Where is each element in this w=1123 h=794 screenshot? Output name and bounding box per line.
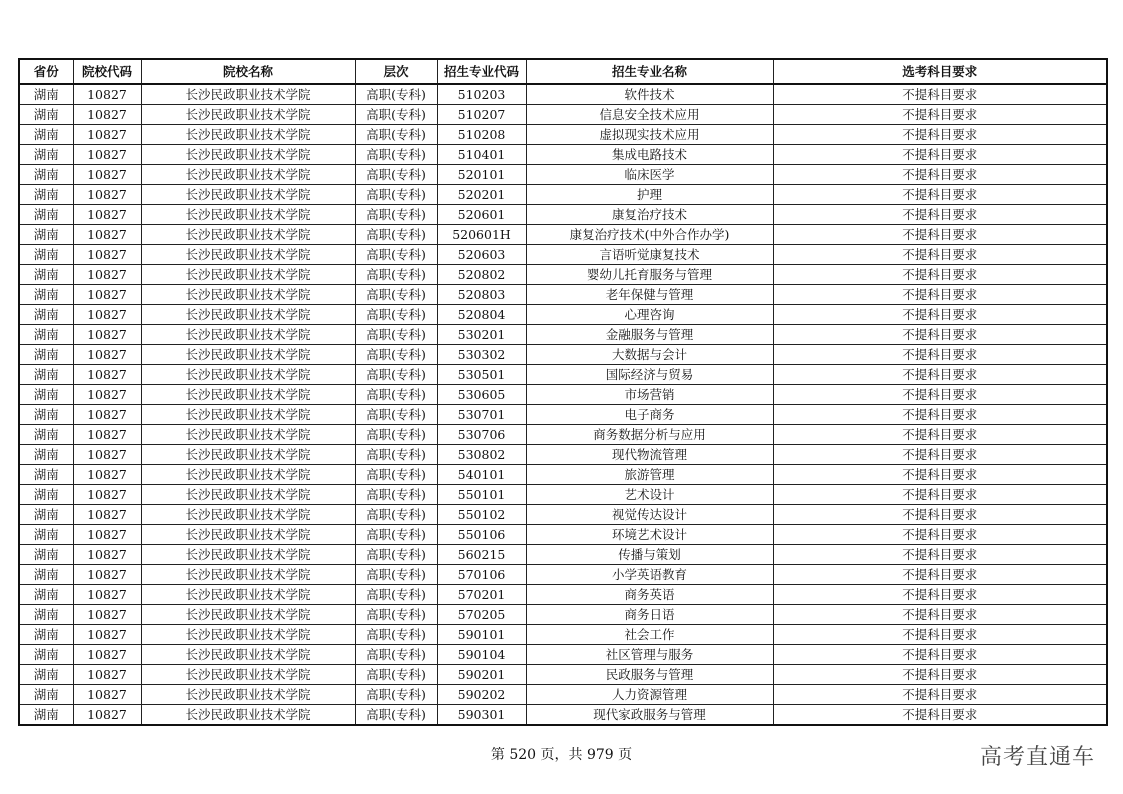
cell-subject-requirement: 不提科目要求 xyxy=(773,525,1107,545)
cell-school-name: 长沙民政职业技术学院 xyxy=(141,105,355,125)
cell-major-name: 人力资源管理 xyxy=(526,685,773,705)
cell-province: 湖南 xyxy=(19,605,73,625)
cell-level: 高职(专科) xyxy=(355,185,437,205)
cell-school-code: 10827 xyxy=(73,465,141,485)
cell-level: 高职(专科) xyxy=(355,605,437,625)
cell-subject-requirement: 不提科目要求 xyxy=(773,505,1107,525)
cell-major-code: 590101 xyxy=(437,625,526,645)
cell-school-name: 长沙民政职业技术学院 xyxy=(141,585,355,605)
cell-school-code: 10827 xyxy=(73,485,141,505)
cell-subject-requirement: 不提科目要求 xyxy=(773,225,1107,245)
cell-province: 湖南 xyxy=(19,625,73,645)
table-row xyxy=(19,485,1107,505)
page-number: 第 520 页，共 979 页 xyxy=(490,747,633,763)
cell-major-code: 590201 xyxy=(437,665,526,685)
cell-major-code: 510203 xyxy=(437,84,526,105)
cell-school-code: 10827 xyxy=(73,345,141,365)
cell-major-name: 社区管理与服务 xyxy=(526,645,773,665)
cell-major-name: 集成电路技术 xyxy=(526,145,773,165)
table-row xyxy=(19,105,1107,125)
cell-level: 高职(专科) xyxy=(355,125,437,145)
cell-major-code: 530706 xyxy=(437,425,526,445)
table-row xyxy=(19,265,1107,285)
cell-province: 湖南 xyxy=(19,585,73,605)
cell-province: 湖南 xyxy=(19,365,73,385)
cell-major-code: 540101 xyxy=(437,465,526,485)
cell-province: 湖南 xyxy=(19,245,73,265)
cell-school-name: 长沙民政职业技术学院 xyxy=(141,225,355,245)
cell-school-name: 长沙民政职业技术学院 xyxy=(141,165,355,185)
cell-school-code: 10827 xyxy=(73,285,141,305)
table-row xyxy=(19,465,1107,485)
table-row xyxy=(19,705,1107,726)
table-row xyxy=(19,84,1107,105)
table-row xyxy=(19,445,1107,465)
cell-major-code: 530201 xyxy=(437,325,526,345)
cell-subject-requirement: 不提科目要求 xyxy=(773,585,1107,605)
cell-province: 湖南 xyxy=(19,84,73,105)
admissions-table xyxy=(18,58,1108,726)
cell-major-name: 康复治疗技术(中外合作办学) xyxy=(526,225,773,245)
cell-province: 湖南 xyxy=(19,185,73,205)
cell-school-name: 长沙民政职业技术学院 xyxy=(141,345,355,365)
cell-school-code: 10827 xyxy=(73,705,141,726)
cell-level: 高职(专科) xyxy=(355,405,437,425)
cell-level: 高职(专科) xyxy=(355,705,437,726)
cell-major-code: 550106 xyxy=(437,525,526,545)
cell-subject-requirement: 不提科目要求 xyxy=(773,245,1107,265)
cell-school-name: 长沙民政职业技术学院 xyxy=(141,285,355,305)
cell-school-code: 10827 xyxy=(73,145,141,165)
cell-major-code: 530605 xyxy=(437,385,526,405)
header-level: 层次 xyxy=(355,59,437,84)
cell-school-code: 10827 xyxy=(73,585,141,605)
cell-level: 高职(专科) xyxy=(355,505,437,525)
header-subject-requirement: 选考科目要求 xyxy=(773,59,1107,84)
cell-school-code: 10827 xyxy=(73,165,141,185)
header-major-name: 招生专业名称 xyxy=(526,59,773,84)
table-row xyxy=(19,185,1107,205)
cell-major-code: 520804 xyxy=(437,305,526,325)
cell-major-code: 590202 xyxy=(437,685,526,705)
cell-major-name: 现代家政服务与管理 xyxy=(526,705,773,726)
cell-major-code: 590301 xyxy=(437,705,526,726)
cell-province: 湖南 xyxy=(19,425,73,445)
cell-province: 湖南 xyxy=(19,345,73,365)
table-row xyxy=(19,205,1107,225)
cell-major-name: 临床医学 xyxy=(526,165,773,185)
cell-subject-requirement: 不提科目要求 xyxy=(773,685,1107,705)
cell-subject-requirement: 不提科目要求 xyxy=(773,205,1107,225)
cell-major-name: 护理 xyxy=(526,185,773,205)
cell-major-code: 590104 xyxy=(437,645,526,665)
cell-level: 高职(专科) xyxy=(355,485,437,505)
cell-major-name: 软件技术 xyxy=(526,84,773,105)
cell-school-name: 长沙民政职业技术学院 xyxy=(141,305,355,325)
cell-subject-requirement: 不提科目要求 xyxy=(773,365,1107,385)
cell-major-code: 530802 xyxy=(437,445,526,465)
cell-school-code: 10827 xyxy=(73,325,141,345)
cell-school-name: 长沙民政职业技术学院 xyxy=(141,145,355,165)
cell-level: 高职(专科) xyxy=(355,545,437,565)
cell-subject-requirement: 不提科目要求 xyxy=(773,265,1107,285)
cell-subject-requirement: 不提科目要求 xyxy=(773,625,1107,645)
cell-level: 高职(专科) xyxy=(355,465,437,485)
cell-major-code: 530302 xyxy=(437,345,526,365)
cell-school-name: 长沙民政职业技术学院 xyxy=(141,185,355,205)
table-row xyxy=(19,585,1107,605)
cell-province: 湖南 xyxy=(19,305,73,325)
cell-subject-requirement: 不提科目要求 xyxy=(773,465,1107,485)
cell-subject-requirement: 不提科目要求 xyxy=(773,605,1107,625)
table-row xyxy=(19,325,1107,345)
cell-school-name: 长沙民政职业技术学院 xyxy=(141,425,355,445)
table-row xyxy=(19,405,1107,425)
cell-school-code: 10827 xyxy=(73,605,141,625)
cell-school-name: 长沙民政职业技术学院 xyxy=(141,665,355,685)
cell-school-code: 10827 xyxy=(73,425,141,445)
cell-major-name: 老年保健与管理 xyxy=(526,285,773,305)
cell-school-name: 长沙民政职业技术学院 xyxy=(141,445,355,465)
cell-subject-requirement: 不提科目要求 xyxy=(773,125,1107,145)
cell-subject-requirement: 不提科目要求 xyxy=(773,705,1107,726)
cell-province: 湖南 xyxy=(19,225,73,245)
cell-major-name: 旅游管理 xyxy=(526,465,773,485)
cell-major-name: 民政服务与管理 xyxy=(526,665,773,685)
cell-school-code: 10827 xyxy=(73,625,141,645)
cell-school-code: 10827 xyxy=(73,205,141,225)
cell-level: 高职(专科) xyxy=(355,325,437,345)
cell-school-name: 长沙民政职业技术学院 xyxy=(141,125,355,145)
cell-major-name: 婴幼儿托育服务与管理 xyxy=(526,265,773,285)
cell-major-name: 环境艺术设计 xyxy=(526,525,773,545)
cell-school-name: 长沙民政职业技术学院 xyxy=(141,625,355,645)
cell-major-code: 520201 xyxy=(437,185,526,205)
cell-subject-requirement: 不提科目要求 xyxy=(773,145,1107,165)
cell-major-name: 视觉传达设计 xyxy=(526,505,773,525)
cell-major-code: 570201 xyxy=(437,585,526,605)
cell-school-code: 10827 xyxy=(73,225,141,245)
cell-school-code: 10827 xyxy=(73,505,141,525)
cell-level: 高职(专科) xyxy=(355,385,437,405)
cell-school-code: 10827 xyxy=(73,185,141,205)
cell-school-name: 长沙民政职业技术学院 xyxy=(141,205,355,225)
cell-level: 高职(专科) xyxy=(355,585,437,605)
cell-major-name: 心理咨询 xyxy=(526,305,773,325)
cell-subject-requirement: 不提科目要求 xyxy=(773,485,1107,505)
cell-level: 高职(专科) xyxy=(355,425,437,445)
table-row xyxy=(19,145,1107,165)
cell-school-name: 长沙民政职业技术学院 xyxy=(141,385,355,405)
cell-province: 湖南 xyxy=(19,705,73,726)
cell-level: 高职(专科) xyxy=(355,105,437,125)
cell-major-code: 530501 xyxy=(437,365,526,385)
cell-major-name: 现代物流管理 xyxy=(526,445,773,465)
cell-level: 高职(专科) xyxy=(355,145,437,165)
cell-level: 高职(专科) xyxy=(355,685,437,705)
cell-school-code: 10827 xyxy=(73,105,141,125)
cell-major-code: 520802 xyxy=(437,265,526,285)
cell-province: 湖南 xyxy=(19,445,73,465)
cell-level: 高职(专科) xyxy=(355,245,437,265)
cell-major-name: 小学英语教育 xyxy=(526,565,773,585)
cell-subject-requirement: 不提科目要求 xyxy=(773,645,1107,665)
table-row xyxy=(19,525,1107,545)
cell-subject-requirement: 不提科目要求 xyxy=(773,165,1107,185)
cell-school-name: 长沙民政职业技术学院 xyxy=(141,565,355,585)
header-row xyxy=(19,59,1107,84)
cell-level: 高职(专科) xyxy=(355,84,437,105)
cell-school-code: 10827 xyxy=(73,645,141,665)
cell-school-name: 长沙民政职业技术学院 xyxy=(141,365,355,385)
cell-school-code: 10827 xyxy=(73,445,141,465)
cell-subject-requirement: 不提科目要求 xyxy=(773,285,1107,305)
cell-school-code: 10827 xyxy=(73,365,141,385)
cell-province: 湖南 xyxy=(19,385,73,405)
cell-school-code: 10827 xyxy=(73,405,141,425)
cell-school-code: 10827 xyxy=(73,565,141,585)
cell-school-code: 10827 xyxy=(73,265,141,285)
cell-major-code: 510401 xyxy=(437,145,526,165)
cell-province: 湖南 xyxy=(19,505,73,525)
cell-province: 湖南 xyxy=(19,525,73,545)
watermark-logo: 高考直通车 xyxy=(979,745,1095,770)
cell-school-code: 10827 xyxy=(73,685,141,705)
cell-level: 高职(专科) xyxy=(355,225,437,245)
table-row xyxy=(19,245,1107,265)
cell-province: 湖南 xyxy=(19,285,73,305)
table-row xyxy=(19,545,1107,565)
cell-school-name: 长沙民政职业技术学院 xyxy=(141,605,355,625)
table-row xyxy=(19,565,1107,585)
cell-major-name: 电子商务 xyxy=(526,405,773,425)
cell-province: 湖南 xyxy=(19,205,73,225)
table-header xyxy=(19,59,1107,84)
cell-level: 高职(专科) xyxy=(355,445,437,465)
cell-major-code: 560215 xyxy=(437,545,526,565)
cell-level: 高职(专科) xyxy=(355,305,437,325)
cell-major-name: 虚拟现实技术应用 xyxy=(526,125,773,145)
cell-level: 高职(专科) xyxy=(355,165,437,185)
cell-school-name: 长沙民政职业技术学院 xyxy=(141,525,355,545)
cell-province: 湖南 xyxy=(19,165,73,185)
cell-major-name: 大数据与会计 xyxy=(526,345,773,365)
cell-major-code: 550101 xyxy=(437,485,526,505)
cell-province: 湖南 xyxy=(19,465,73,485)
cell-major-name: 商务英语 xyxy=(526,585,773,605)
cell-school-code: 10827 xyxy=(73,125,141,145)
cell-school-name: 长沙民政职业技术学院 xyxy=(141,505,355,525)
cell-major-name: 市场营销 xyxy=(526,385,773,405)
cell-subject-requirement: 不提科目要求 xyxy=(773,545,1107,565)
cell-major-name: 社会工作 xyxy=(526,625,773,645)
table-row xyxy=(19,425,1107,445)
cell-school-name: 长沙民政职业技术学院 xyxy=(141,245,355,265)
table-row xyxy=(19,225,1107,245)
cell-major-code: 530701 xyxy=(437,405,526,425)
table-row xyxy=(19,305,1107,325)
table-row xyxy=(19,345,1107,365)
cell-major-code: 520601 xyxy=(437,205,526,225)
cell-school-name: 长沙民政职业技术学院 xyxy=(141,545,355,565)
cell-level: 高职(专科) xyxy=(355,365,437,385)
cell-school-code: 10827 xyxy=(73,385,141,405)
cell-subject-requirement: 不提科目要求 xyxy=(773,385,1107,405)
table-body xyxy=(19,84,1107,725)
table-row xyxy=(19,665,1107,685)
header-school-code: 院校代码 xyxy=(73,59,141,84)
table-row xyxy=(19,365,1107,385)
cell-major-code: 520601H xyxy=(437,225,526,245)
cell-subject-requirement: 不提科目要求 xyxy=(773,305,1107,325)
cell-subject-requirement: 不提科目要求 xyxy=(773,345,1107,365)
cell-level: 高职(专科) xyxy=(355,205,437,225)
cell-province: 湖南 xyxy=(19,665,73,685)
table-row xyxy=(19,685,1107,705)
table-row xyxy=(19,125,1107,145)
cell-major-code: 550102 xyxy=(437,505,526,525)
cell-major-code: 510208 xyxy=(437,125,526,145)
cell-major-name: 金融服务与管理 xyxy=(526,325,773,345)
cell-school-code: 10827 xyxy=(73,665,141,685)
cell-major-name: 艺术设计 xyxy=(526,485,773,505)
cell-school-code: 10827 xyxy=(73,305,141,325)
cell-subject-requirement: 不提科目要求 xyxy=(773,445,1107,465)
cell-province: 湖南 xyxy=(19,645,73,665)
cell-subject-requirement: 不提科目要求 xyxy=(773,565,1107,585)
table-row xyxy=(19,605,1107,625)
cell-major-name: 传播与策划 xyxy=(526,545,773,565)
table-row xyxy=(19,625,1107,645)
cell-province: 湖南 xyxy=(19,565,73,585)
table-row xyxy=(19,505,1107,525)
table-row xyxy=(19,165,1107,185)
cell-school-name: 长沙民政职业技术学院 xyxy=(141,645,355,665)
cell-level: 高职(专科) xyxy=(355,265,437,285)
cell-province: 湖南 xyxy=(19,685,73,705)
header-major-code: 招生专业代码 xyxy=(437,59,526,84)
cell-school-code: 10827 xyxy=(73,545,141,565)
header-school-name: 院校名称 xyxy=(141,59,355,84)
cell-subject-requirement: 不提科目要求 xyxy=(773,325,1107,345)
cell-province: 湖南 xyxy=(19,265,73,285)
cell-subject-requirement: 不提科目要求 xyxy=(773,105,1107,125)
cell-subject-requirement: 不提科目要求 xyxy=(773,665,1107,685)
cell-school-name: 长沙民政职业技术学院 xyxy=(141,405,355,425)
cell-major-name: 康复治疗技术 xyxy=(526,205,773,225)
cell-school-code: 10827 xyxy=(73,525,141,545)
cell-school-name: 长沙民政职业技术学院 xyxy=(141,485,355,505)
cell-school-name: 长沙民政职业技术学院 xyxy=(141,465,355,485)
cell-major-name: 国际经济与贸易 xyxy=(526,365,773,385)
cell-major-code: 570205 xyxy=(437,605,526,625)
table-row xyxy=(19,385,1107,405)
cell-province: 湖南 xyxy=(19,125,73,145)
cell-school-code: 10827 xyxy=(73,245,141,265)
cell-school-name: 长沙民政职业技术学院 xyxy=(141,84,355,105)
cell-major-code: 520603 xyxy=(437,245,526,265)
cell-level: 高职(专科) xyxy=(355,645,437,665)
cell-province: 湖南 xyxy=(19,105,73,125)
cell-level: 高职(专科) xyxy=(355,665,437,685)
cell-major-name: 信息安全技术应用 xyxy=(526,105,773,125)
cell-province: 湖南 xyxy=(19,405,73,425)
cell-level: 高职(专科) xyxy=(355,525,437,545)
cell-school-name: 长沙民政职业技术学院 xyxy=(141,685,355,705)
cell-school-name: 长沙民政职业技术学院 xyxy=(141,325,355,345)
cell-school-code: 10827 xyxy=(73,84,141,105)
cell-subject-requirement: 不提科目要求 xyxy=(773,425,1107,445)
header-province: 省份 xyxy=(19,59,73,84)
cell-province: 湖南 xyxy=(19,545,73,565)
cell-subject-requirement: 不提科目要求 xyxy=(773,84,1107,105)
cell-province: 湖南 xyxy=(19,145,73,165)
cell-school-name: 长沙民政职业技术学院 xyxy=(141,705,355,726)
cell-province: 湖南 xyxy=(19,485,73,505)
cell-major-code: 520101 xyxy=(437,165,526,185)
cell-major-name: 言语听觉康复技术 xyxy=(526,245,773,265)
cell-subject-requirement: 不提科目要求 xyxy=(773,185,1107,205)
cell-level: 高职(专科) xyxy=(355,345,437,365)
cell-province: 湖南 xyxy=(19,325,73,345)
cell-level: 高职(专科) xyxy=(355,625,437,645)
cell-level: 高职(专科) xyxy=(355,285,437,305)
cell-major-name: 商务数据分析与应用 xyxy=(526,425,773,445)
cell-school-name: 长沙民政职业技术学院 xyxy=(141,265,355,285)
cell-major-name: 商务日语 xyxy=(526,605,773,625)
cell-major-code: 570106 xyxy=(437,565,526,585)
cell-major-code: 510207 xyxy=(437,105,526,125)
table-row xyxy=(19,285,1107,305)
cell-subject-requirement: 不提科目要求 xyxy=(773,405,1107,425)
cell-level: 高职(专科) xyxy=(355,565,437,585)
cell-major-code: 520803 xyxy=(437,285,526,305)
table-row xyxy=(19,645,1107,665)
